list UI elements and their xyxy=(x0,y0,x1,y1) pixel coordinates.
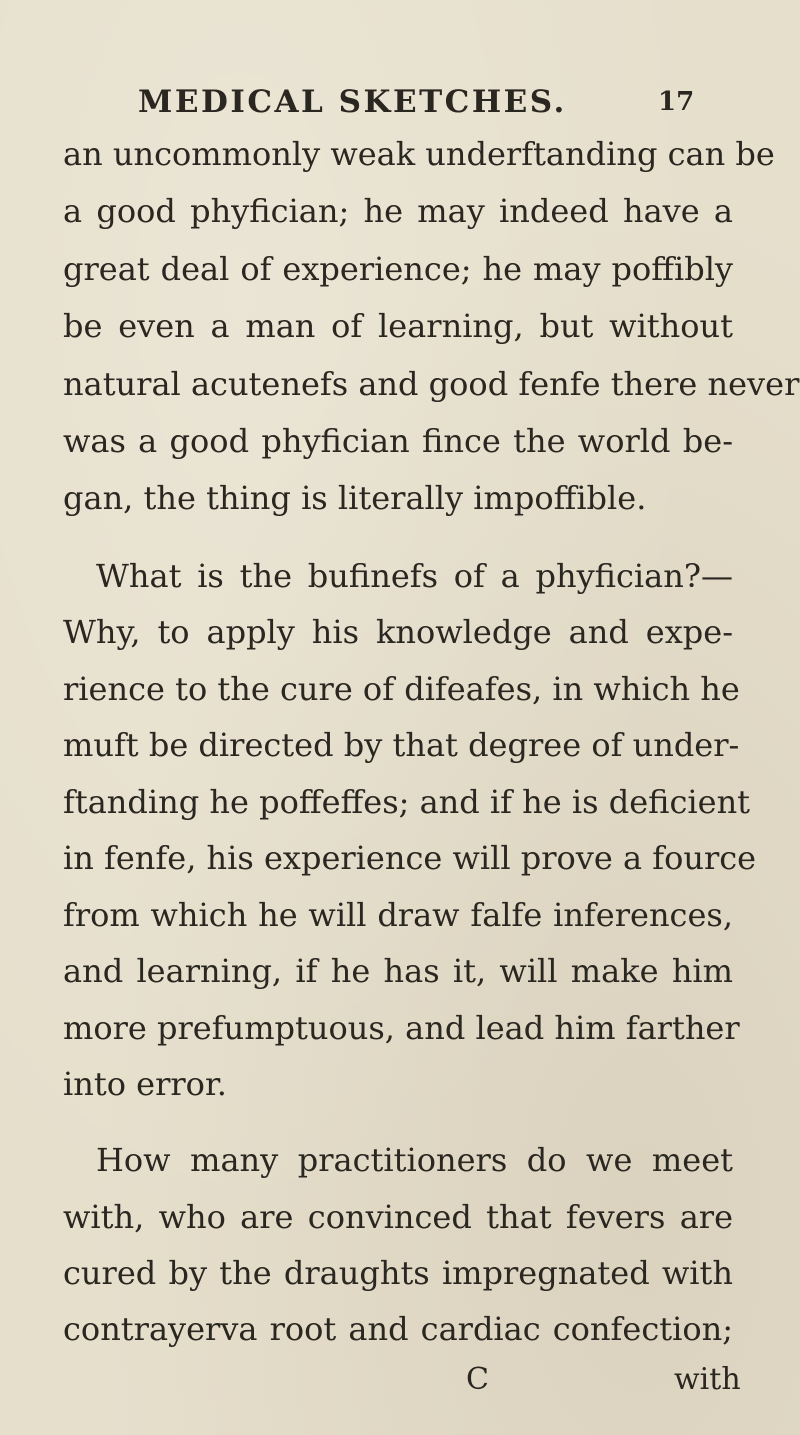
text-line: was a good phyfician fince the world be- xyxy=(63,422,733,460)
running-title: MEDICAL SKETCHES. xyxy=(138,84,567,120)
text-line: in fenfe, his experience will prove a fource xyxy=(63,839,757,877)
text-line: How many practitioners do we meet xyxy=(96,1141,733,1179)
text-line: muft be directed by that degree of under- xyxy=(63,726,740,764)
text-line: from which he will draw falfe inferences, xyxy=(63,896,733,934)
text-line: an uncommonly weak underftanding can be xyxy=(63,135,775,173)
catchword: with xyxy=(674,1362,741,1397)
running-head xyxy=(0,82,800,122)
text-line: cured by the draughts impregnated with xyxy=(63,1254,733,1292)
signature-mark: C xyxy=(466,1362,489,1397)
text-line: gan, the thing is literally impoffible. xyxy=(63,479,647,517)
text-line: contrayerva root and cardiac confection; xyxy=(63,1310,733,1348)
text-line: ftanding he poffeffes; and if he is deficient xyxy=(63,783,751,821)
text-line: natural acutenefs and good fenfe there never xyxy=(63,365,800,403)
text-line: with, who are convinced that fevers are xyxy=(63,1198,733,1236)
text-line: and learning, if he has it, will make him xyxy=(63,952,733,990)
text-line: into error. xyxy=(63,1065,227,1103)
text-line: great deal of experience; he may poffibly xyxy=(63,250,733,288)
page-number: 17 xyxy=(658,87,695,117)
text-line: be even a man of learning, but without xyxy=(63,307,733,345)
text-line: more prefumptuous, and lead him farther xyxy=(63,1009,740,1047)
text-line: What is the bufinefs of a phyfician?— xyxy=(96,557,733,595)
text-line: Why, to apply his knowledge and expe- xyxy=(63,613,733,651)
text-line: rience to the cure of difeafes, in which he xyxy=(63,670,740,708)
text-line: a good phyfician; he may indeed have a xyxy=(63,192,733,230)
